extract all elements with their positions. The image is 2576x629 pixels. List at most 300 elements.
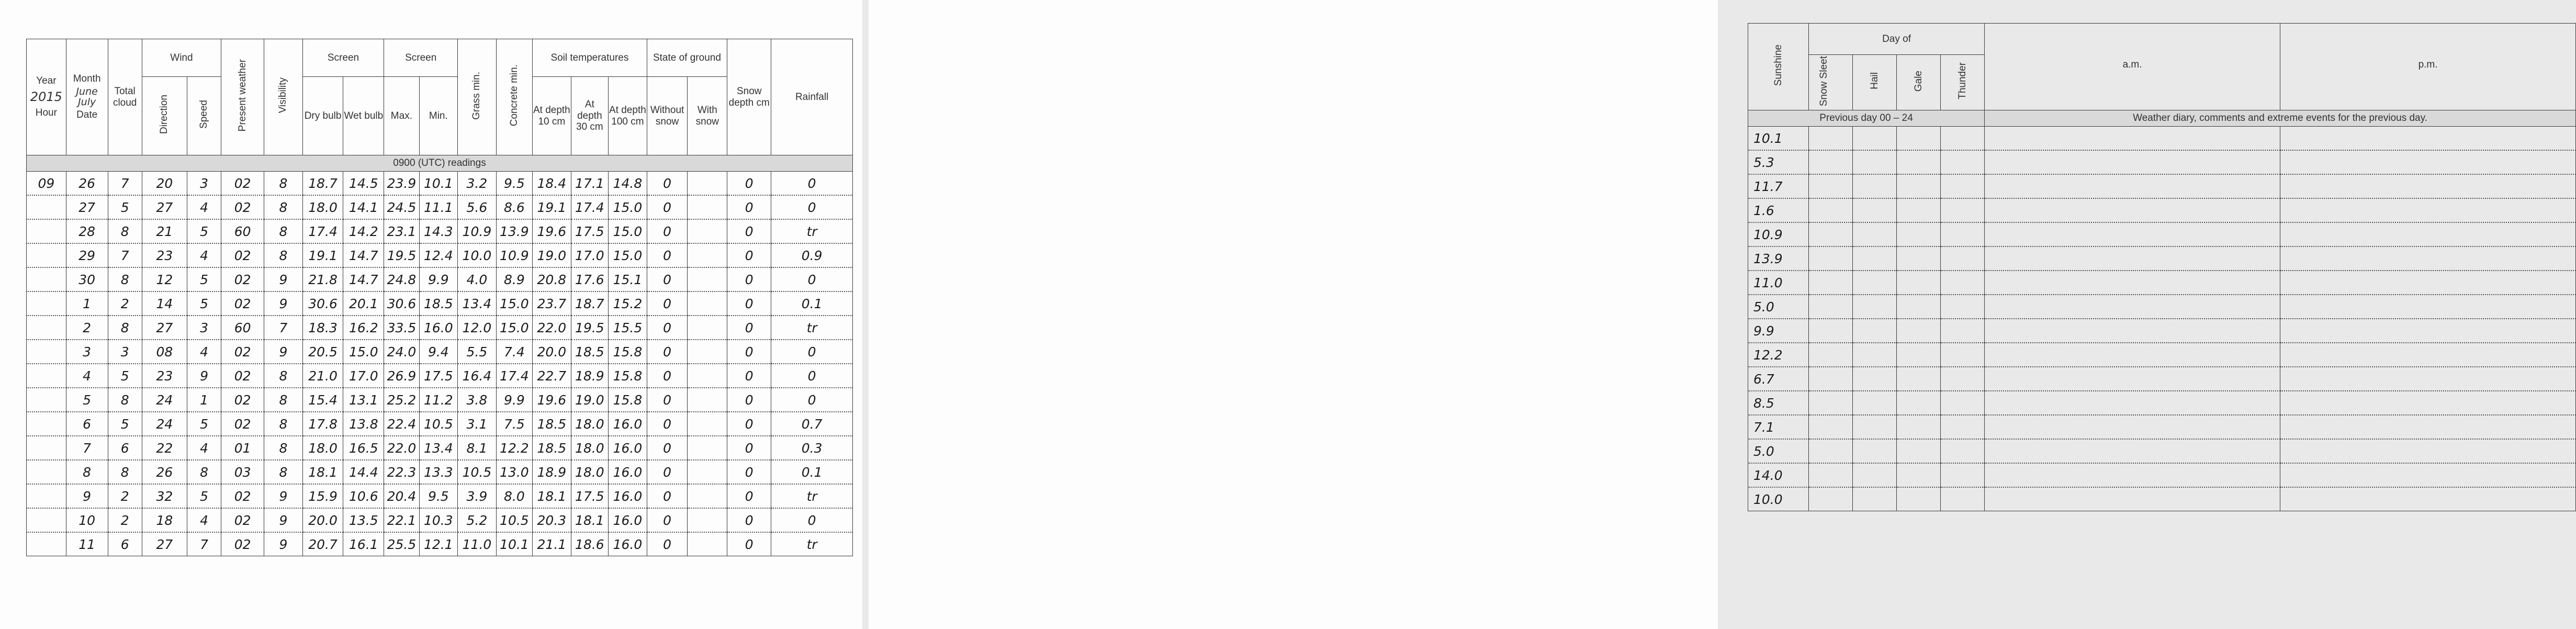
date-cell: 30 bbox=[66, 267, 108, 291]
hail-cell bbox=[1853, 463, 1897, 487]
wind-speed-cell: 5 bbox=[187, 484, 221, 508]
soil-30cm-cell: 17.0 bbox=[571, 243, 608, 267]
thunder-cell bbox=[1941, 439, 1985, 463]
visibility-cell: 8 bbox=[264, 436, 303, 460]
grass-min-cell: 3.9 bbox=[458, 484, 497, 508]
wind-speed-cell: 5 bbox=[187, 219, 221, 243]
date-cell: 11 bbox=[66, 532, 108, 556]
rainfall-cell: 0.1 bbox=[771, 460, 853, 484]
table-row bbox=[1748, 487, 2576, 511]
soil-30cm-cell: 18.9 bbox=[571, 364, 608, 388]
thunder-cell bbox=[1941, 271, 1985, 295]
hour-cell bbox=[27, 460, 66, 484]
with-snow-cell bbox=[688, 172, 727, 196]
total-cloud-cell: 5 bbox=[108, 195, 142, 219]
dry-bulb-cell: 18.7 bbox=[302, 172, 343, 196]
total-cloud-cell: 3 bbox=[108, 340, 142, 364]
grass-min-cell: 10.5 bbox=[458, 460, 497, 484]
table-row bbox=[1748, 127, 2576, 151]
date-cell: 29 bbox=[66, 243, 108, 267]
soil-10cm-cell: 18.5 bbox=[533, 412, 571, 436]
total-cloud-cell: 8 bbox=[108, 388, 142, 412]
present-weather-header bbox=[221, 39, 264, 155]
wet-bulb-cell: 13.1 bbox=[343, 388, 384, 412]
gale-cell bbox=[1897, 343, 1941, 367]
grass-min-cell: 5.5 bbox=[458, 340, 497, 364]
pm-note-cell bbox=[2280, 415, 2576, 439]
pm-note-cell bbox=[2280, 271, 2576, 295]
grass-min-cell: 8.1 bbox=[458, 436, 497, 460]
wind-speed-cell: 4 bbox=[187, 243, 221, 267]
screen-header-b: Screen bbox=[384, 39, 458, 77]
screen-min-cell: 10.3 bbox=[419, 508, 458, 532]
hail-cell bbox=[1853, 367, 1897, 391]
date-cell: 4 bbox=[66, 364, 108, 388]
grass-min-cell: 12.0 bbox=[458, 316, 497, 340]
concrete-min-label: Concrete min. bbox=[508, 64, 520, 127]
thunder-cell bbox=[1941, 246, 1985, 271]
thunder-cell bbox=[1941, 367, 1985, 391]
without-snow-cell: 0 bbox=[647, 436, 688, 460]
gale-cell bbox=[1897, 439, 1941, 463]
visibility-cell: 8 bbox=[264, 243, 303, 267]
wet-bulb-cell: 14.7 bbox=[343, 267, 384, 291]
screen-min-cell: 13.4 bbox=[419, 436, 458, 460]
concrete-min-cell: 8.9 bbox=[496, 267, 532, 291]
present-weather-cell: 02 bbox=[221, 364, 264, 388]
present-weather-cell: 02 bbox=[221, 172, 264, 196]
without-snow-cell: 0 bbox=[647, 195, 688, 219]
soil-100cm-cell: 16.0 bbox=[609, 412, 647, 436]
snow-depth-cell: 0 bbox=[727, 267, 771, 291]
grass-min-cell: 10.9 bbox=[458, 219, 497, 243]
hour-cell bbox=[27, 316, 66, 340]
without-snow-cell: 0 bbox=[647, 508, 688, 532]
soil-100cm-header: At depth 100 cm bbox=[609, 77, 647, 155]
wind-speed-header bbox=[187, 77, 221, 155]
screen-min-cell: 10.1 bbox=[419, 172, 458, 196]
present-weather-cell: 01 bbox=[221, 436, 264, 460]
snow-sleet-cell bbox=[1809, 439, 1853, 463]
with-snow-cell bbox=[688, 436, 727, 460]
right-page bbox=[869, 0, 2438, 629]
screen-max-cell: 26.9 bbox=[384, 364, 419, 388]
without-snow-cell: 0 bbox=[647, 388, 688, 412]
with-snow-cell bbox=[688, 340, 727, 364]
soil-10cm-cell: 20.8 bbox=[533, 267, 571, 291]
with-snow-cell bbox=[688, 484, 727, 508]
table-row bbox=[27, 267, 853, 291]
table-row bbox=[27, 291, 853, 316]
snow-depth-cell: 0 bbox=[727, 508, 771, 532]
am-note-cell bbox=[1985, 271, 2280, 295]
soil-100cm-cell: 16.0 bbox=[609, 508, 647, 532]
total-cloud-cell: 6 bbox=[108, 532, 142, 556]
with-snow-header: With snow bbox=[688, 77, 727, 155]
weather-log-table bbox=[26, 39, 853, 556]
concrete-min-cell: 10.9 bbox=[496, 243, 532, 267]
pm-note-cell bbox=[2280, 246, 2576, 271]
concrete-min-cell: 7.5 bbox=[496, 412, 532, 436]
snow-sleet-cell bbox=[1809, 295, 1853, 319]
screen-min-cell: 9.5 bbox=[419, 484, 458, 508]
dry-bulb-cell: 18.0 bbox=[302, 195, 343, 219]
gale-label: Gale bbox=[1913, 70, 1924, 92]
table-row bbox=[27, 460, 853, 484]
present-weather-cell: 02 bbox=[221, 243, 264, 267]
hour-cell bbox=[27, 340, 66, 364]
concrete-min-cell: 9.5 bbox=[496, 172, 532, 196]
snow-sleet-cell bbox=[1809, 391, 1853, 415]
pm-note-cell bbox=[2280, 222, 2576, 246]
snow-sleet-cell bbox=[1809, 487, 1853, 511]
wind-direction-cell: 27 bbox=[142, 195, 187, 219]
dry-bulb-cell: 19.1 bbox=[302, 243, 343, 267]
dry-bulb-cell: 30.6 bbox=[302, 291, 343, 316]
dry-bulb-cell: 18.0 bbox=[302, 436, 343, 460]
snow-depth-header: Snow depth cm bbox=[727, 39, 771, 155]
thunder-cell bbox=[1941, 343, 1985, 367]
visibility-cell: 9 bbox=[264, 508, 303, 532]
soil-30cm-cell: 18.0 bbox=[571, 412, 608, 436]
rainfall-cell: 0.7 bbox=[771, 412, 853, 436]
screen-min-cell: 12.4 bbox=[419, 243, 458, 267]
date-cell: 28 bbox=[66, 219, 108, 243]
table-row bbox=[1748, 367, 2576, 391]
am-note-cell bbox=[1985, 367, 2280, 391]
wind-direction-cell: 23 bbox=[142, 243, 187, 267]
rainfall-cell: 0 bbox=[771, 195, 853, 219]
wet-bulb-cell: 16.1 bbox=[343, 532, 384, 556]
without-snow-cell: 0 bbox=[647, 364, 688, 388]
wind-speed-cell: 8 bbox=[187, 460, 221, 484]
table-row bbox=[1748, 198, 2576, 222]
gale-cell bbox=[1897, 150, 1941, 174]
screen-max-cell: 25.5 bbox=[384, 532, 419, 556]
table-row bbox=[27, 508, 853, 532]
soil-100cm-cell: 15.2 bbox=[609, 291, 647, 316]
table-row bbox=[1748, 319, 2576, 343]
wet-bulb-cell: 14.5 bbox=[343, 172, 384, 196]
present-weather-cell: 02 bbox=[221, 291, 264, 316]
hail-cell bbox=[1853, 271, 1897, 295]
total-cloud-cell: 8 bbox=[108, 316, 142, 340]
visibility-cell: 9 bbox=[264, 340, 303, 364]
with-snow-cell bbox=[688, 532, 727, 556]
gale-cell bbox=[1897, 391, 1941, 415]
wind-direction-cell: 26 bbox=[142, 460, 187, 484]
diary-band: Weather diary, comments and extreme events for the previous day. bbox=[1985, 110, 2576, 127]
soil-10cm-cell: 18.9 bbox=[533, 460, 571, 484]
sunshine-label: Sunshine bbox=[1772, 44, 1784, 86]
snow-depth-cell: 0 bbox=[727, 412, 771, 436]
snow-depth-cell: 0 bbox=[727, 340, 771, 364]
screen-min-cell: 12.1 bbox=[419, 532, 458, 556]
am-note-cell bbox=[1985, 127, 2280, 151]
pm-note-cell bbox=[2280, 127, 2576, 151]
present-weather-cell: 02 bbox=[221, 508, 264, 532]
gale-cell bbox=[1897, 271, 1941, 295]
screen-max-cell: 24.0 bbox=[384, 340, 419, 364]
without-snow-cell: 0 bbox=[647, 316, 688, 340]
handwritten-months: June July bbox=[76, 85, 98, 108]
sunshine-cell: 14.0 bbox=[1748, 463, 1809, 487]
without-snow-cell: 0 bbox=[647, 172, 688, 196]
grass-min-cell: 4.0 bbox=[458, 267, 497, 291]
am-note-cell bbox=[1985, 150, 2280, 174]
grass-min-header bbox=[458, 39, 497, 155]
screen-min-cell: 14.3 bbox=[419, 219, 458, 243]
snow-depth-cell: 0 bbox=[727, 172, 771, 196]
soil-30cm-cell: 18.6 bbox=[571, 532, 608, 556]
soil-10cm-cell: 19.6 bbox=[533, 388, 571, 412]
thunder-label: Thunder bbox=[1956, 62, 1968, 99]
hour-cell bbox=[27, 267, 66, 291]
table-row bbox=[27, 195, 853, 219]
table-row bbox=[1748, 222, 2576, 246]
wind-speed-cell: 4 bbox=[187, 508, 221, 532]
without-snow-cell: 0 bbox=[647, 460, 688, 484]
screen-max-cell: 19.5 bbox=[384, 243, 419, 267]
date-label: Date bbox=[76, 109, 98, 121]
total-cloud-cell: 2 bbox=[108, 291, 142, 316]
hail-cell bbox=[1853, 487, 1897, 511]
screen-min-cell: 11.1 bbox=[419, 195, 458, 219]
screen-max-cell: 22.1 bbox=[384, 508, 419, 532]
visibility-cell: 8 bbox=[264, 460, 303, 484]
snow-depth-cell: 0 bbox=[727, 532, 771, 556]
grass-min-label: Grass min. bbox=[471, 71, 482, 120]
wind-direction-label: Direction bbox=[159, 95, 170, 134]
hail-cell bbox=[1853, 150, 1897, 174]
soil-30cm-cell: 18.1 bbox=[571, 508, 608, 532]
pm-note-cell bbox=[2280, 367, 2576, 391]
hail-cell bbox=[1853, 391, 1897, 415]
wind-direction-cell: 24 bbox=[142, 388, 187, 412]
wind-speed-cell: 3 bbox=[187, 172, 221, 196]
concrete-min-cell: 7.4 bbox=[496, 340, 532, 364]
thunder-cell bbox=[1941, 463, 1985, 487]
wet-bulb-cell: 14.1 bbox=[343, 195, 384, 219]
present-weather-cell: 02 bbox=[221, 532, 264, 556]
wind-direction-cell: 21 bbox=[142, 219, 187, 243]
screen-min-cell: 9.9 bbox=[419, 267, 458, 291]
wind-speed-cell: 5 bbox=[187, 412, 221, 436]
with-snow-cell bbox=[688, 195, 727, 219]
without-snow-cell: 0 bbox=[647, 291, 688, 316]
total-cloud-cell: 2 bbox=[108, 484, 142, 508]
soil-30cm-cell: 17.6 bbox=[571, 267, 608, 291]
hail-label: Hail bbox=[1869, 72, 1880, 89]
am-note-cell bbox=[1985, 487, 2280, 511]
table-row bbox=[1748, 150, 2576, 174]
hail-cell bbox=[1853, 222, 1897, 246]
table-row bbox=[1748, 246, 2576, 271]
sunshine-cell: 11.7 bbox=[1748, 174, 1809, 198]
screen-max-cell: 22.3 bbox=[384, 460, 419, 484]
wind-speed-cell: 4 bbox=[187, 436, 221, 460]
soil-30cm-cell: 17.5 bbox=[571, 219, 608, 243]
without-snow-cell: 0 bbox=[647, 219, 688, 243]
snow-sleet-cell bbox=[1809, 463, 1853, 487]
dry-bulb-cell: 20.5 bbox=[302, 340, 343, 364]
wind-speed-cell: 5 bbox=[187, 291, 221, 316]
soil-10cm-cell: 19.1 bbox=[533, 195, 571, 219]
sunshine-cell: 5.3 bbox=[1748, 150, 1809, 174]
pm-note-cell bbox=[2280, 463, 2576, 487]
pm-note-cell bbox=[2280, 319, 2576, 343]
dry-bulb-cell: 20.0 bbox=[302, 508, 343, 532]
table-row bbox=[1748, 271, 2576, 295]
screen-max-cell: 20.4 bbox=[384, 484, 419, 508]
pm-header: p.m. bbox=[2280, 24, 2576, 110]
am-note-cell bbox=[1985, 174, 2280, 198]
present-weather-cell: 60 bbox=[221, 219, 264, 243]
total-cloud-header: Total cloud bbox=[108, 39, 142, 155]
hour-cell bbox=[27, 364, 66, 388]
soil-30cm-cell: 17.4 bbox=[571, 195, 608, 219]
wind-direction-cell: 20 bbox=[142, 172, 187, 196]
soil-100cm-cell: 15.1 bbox=[609, 267, 647, 291]
gale-cell bbox=[1897, 463, 1941, 487]
rainfall-cell: tr bbox=[771, 484, 853, 508]
date-cell: 9 bbox=[66, 484, 108, 508]
with-snow-cell bbox=[688, 364, 727, 388]
screen-min-cell: 9.4 bbox=[419, 340, 458, 364]
month-label: Month bbox=[73, 73, 101, 84]
dry-bulb-cell: 15.4 bbox=[302, 388, 343, 412]
present-weather-cell: 02 bbox=[221, 340, 264, 364]
am-note-cell bbox=[1985, 295, 2280, 319]
hour-cell bbox=[27, 219, 66, 243]
hail-cell bbox=[1853, 439, 1897, 463]
soil-10cm-cell: 20.3 bbox=[533, 508, 571, 532]
soil-100cm-cell: 14.8 bbox=[609, 172, 647, 196]
screen-max-cell: 24.8 bbox=[384, 267, 419, 291]
date-cell: 2 bbox=[66, 316, 108, 340]
with-snow-cell bbox=[688, 508, 727, 532]
date-cell: 7 bbox=[66, 436, 108, 460]
dry-bulb-cell: 18.3 bbox=[302, 316, 343, 340]
wind-direction-cell: 22 bbox=[142, 436, 187, 460]
rainfall-cell: tr bbox=[771, 219, 853, 243]
screen-max-cell: 33.5 bbox=[384, 316, 419, 340]
with-snow-cell bbox=[688, 219, 727, 243]
grass-min-cell: 3.1 bbox=[458, 412, 497, 436]
wet-bulb-cell: 10.6 bbox=[343, 484, 384, 508]
gale-cell bbox=[1897, 367, 1941, 391]
screen-max-cell: 24.5 bbox=[384, 195, 419, 219]
concrete-min-cell: 8.6 bbox=[496, 195, 532, 219]
rainfall-header: Rainfall bbox=[771, 39, 853, 155]
month-date-header bbox=[66, 39, 108, 155]
hail-cell bbox=[1853, 343, 1897, 367]
gale-cell bbox=[1897, 487, 1941, 511]
table-row bbox=[1748, 415, 2576, 439]
soil-100cm-cell: 15.0 bbox=[609, 219, 647, 243]
soil-100cm-cell: 15.5 bbox=[609, 316, 647, 340]
readings-band: 0900 (UTC) readings bbox=[27, 155, 853, 172]
am-note-cell bbox=[1985, 391, 2280, 415]
date-cell: 1 bbox=[66, 291, 108, 316]
wind-speed-cell: 4 bbox=[187, 340, 221, 364]
soil-10cm-cell: 22.7 bbox=[533, 364, 571, 388]
soil-10cm-cell: 18.5 bbox=[533, 436, 571, 460]
soil-30cm-cell: 19.5 bbox=[571, 316, 608, 340]
without-snow-cell: 0 bbox=[647, 484, 688, 508]
diary-rows bbox=[1748, 127, 2576, 511]
wind-direction-cell: 24 bbox=[142, 412, 187, 436]
total-cloud-cell: 7 bbox=[108, 243, 142, 267]
sunshine-cell: 6.7 bbox=[1748, 367, 1809, 391]
gale-cell bbox=[1897, 246, 1941, 271]
hail-cell bbox=[1853, 415, 1897, 439]
total-cloud-cell: 6 bbox=[108, 436, 142, 460]
pm-note-cell bbox=[2280, 174, 2576, 198]
concrete-min-cell: 13.0 bbox=[496, 460, 532, 484]
without-snow-header: Without snow bbox=[647, 77, 688, 155]
date-cell: 26 bbox=[66, 172, 108, 196]
pm-note-cell bbox=[2280, 487, 2576, 511]
snow-sleet-cell bbox=[1809, 127, 1853, 151]
pm-note-cell bbox=[2280, 198, 2576, 222]
screen-max-cell: 22.4 bbox=[384, 412, 419, 436]
pm-note-cell bbox=[2280, 343, 2576, 367]
screen-min-header: Min. bbox=[419, 77, 458, 155]
thunder-cell bbox=[1941, 222, 1985, 246]
wet-bulb-cell: 14.2 bbox=[343, 219, 384, 243]
table-row bbox=[1748, 463, 2576, 487]
rainfall-cell: 0 bbox=[771, 340, 853, 364]
snow-sleet-cell bbox=[1809, 271, 1853, 295]
screen-min-cell: 11.2 bbox=[419, 388, 458, 412]
present-weather-label: Present weather bbox=[237, 59, 248, 132]
screen-max-cell: 25.2 bbox=[384, 388, 419, 412]
with-snow-cell bbox=[688, 267, 727, 291]
total-cloud-cell: 7 bbox=[108, 172, 142, 196]
snow-depth-cell: 0 bbox=[727, 316, 771, 340]
screen-max-header: Max. bbox=[384, 77, 419, 155]
total-cloud-cell: 8 bbox=[108, 219, 142, 243]
year-hour-header bbox=[27, 39, 66, 155]
visibility-header bbox=[264, 39, 303, 155]
present-weather-cell: 02 bbox=[221, 484, 264, 508]
hail-cell bbox=[1853, 127, 1897, 151]
wet-bulb-cell: 20.1 bbox=[343, 291, 384, 316]
snow-sleet-label: Snow Sleet bbox=[1818, 55, 1829, 106]
am-note-cell bbox=[1985, 463, 2280, 487]
thunder-cell bbox=[1941, 487, 1985, 511]
screen-max-cell: 23.9 bbox=[384, 172, 419, 196]
thunder-cell bbox=[1941, 295, 1985, 319]
wet-bulb-cell: 14.4 bbox=[343, 460, 384, 484]
snow-sleet-cell bbox=[1809, 246, 1853, 271]
sunshine-cell: 9.9 bbox=[1748, 319, 1809, 343]
wind-header: Wind bbox=[142, 39, 221, 77]
thunder-cell bbox=[1941, 127, 1985, 151]
handwritten-year: 2015 bbox=[30, 89, 62, 104]
wind-direction-cell: 14 bbox=[142, 291, 187, 316]
snow-sleet-cell bbox=[1809, 319, 1853, 343]
snow-sleet-cell bbox=[1809, 222, 1853, 246]
concrete-min-cell: 8.0 bbox=[496, 484, 532, 508]
soil-10cm-cell: 18.4 bbox=[533, 172, 571, 196]
wind-direction-cell: 27 bbox=[142, 532, 187, 556]
wind-speed-cell: 4 bbox=[187, 195, 221, 219]
concrete-min-cell: 10.1 bbox=[496, 532, 532, 556]
rainfall-cell: 0 bbox=[771, 508, 853, 532]
dry-bulb-cell: 20.7 bbox=[302, 532, 343, 556]
